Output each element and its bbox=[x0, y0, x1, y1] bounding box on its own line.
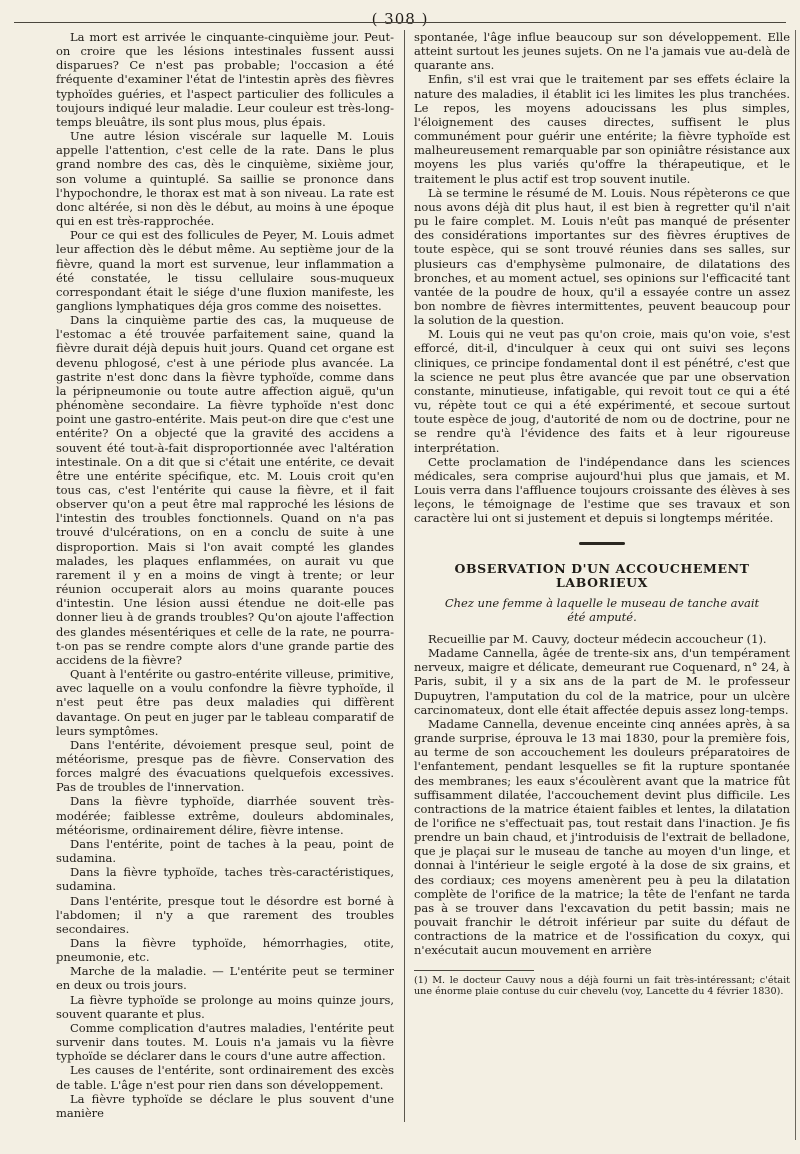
left-column bbox=[56, 30, 394, 1120]
paragraph: Dans l'entérite, point de taches à la peau, point de sudamina. bbox=[56, 836, 394, 866]
paragraph: Dans la fièvre typhoïde, taches très-caractéristiques, sudamina. bbox=[56, 865, 394, 894]
section-subtitle: Chez une femme à laquelle le museau de tanche avait été amputé. bbox=[444, 595, 760, 624]
paragraph: Cette proclamation de l'indépendance dans les sciences médicales, sera comprise aujourd'hui plus que jamais, et M. Louis verra dans l'affluence toujours croissante des élèves à ses leçons, le témoignage de l'estime que ses travaux et son caractère lui ont si justement et depuis si longtemps méritée. bbox=[414, 454, 790, 526]
paragraph: Dans la cinquième partie des cas, la muqueuse de l'estomac a été trouvée parfaitement saine, quand la fièvre durait déjà depuis huit jours. Quand cet organe est devenu phlogosé, c'est à une période plus avancée. La gastrite n'est donc dans la fièvre typhoïde, comme dans la péripneumonie ou toute autre affection aiguë, qu'un phénomène secondaire. La fièvre typhoïde n'est donc point une gastro-entérite. Mais peut-on dire que c'est une entérite? On a objecté que la gravité des accidens a souvent été tout-à-fait disproportionnée avec l'altération intestinale. On a dit que si c'était une entérite, ce devait être une entérite spécifique, etc. M. Louis croit qu'en tous cas, c'est l'entérite qui cause la fièvre, et il fait observer qu'on a peut être mal rapproché les lésions de l'intestin des troubles fonctionnels. Quand on n'a pas trouvé d'ulcérations, on en a conclu de suite à une disproportion. Mais si l'on avait compté les glandes malades, les plaques enflammées, on aurait vu que rarement il y en a moins de vingt à trente; or leur réunion occuperait alors au moins quarante pouces d'intestin. Une lésion aussi étendue ne doit-elle pas donner lieu à de grands troubles? Qu'on ajoute l'affection des glandes mésentériques et celle de la rate, ne pourra-t-on pas se rendre compte alors d'une grande partie des accidens de la fièvre? bbox=[56, 313, 394, 667]
paragraph: Madame Cannella, devenue enceinte cinq années après, à sa grande surprise, éprouva le 13 mai 1830, pour la première fois, au terme de son accouchement les douleurs préparatoires de l'enfantement, pendant lesquelles se fit la rupture spontanée des membranes; les eaux s'écoulèrent avant que la matrice fût suffisamment dilatée, l'accouchement devint plus difficile. Les contractions de la matrice étaient faibles et lentes, la dilatation de l'orifice ne s'effectuait pas, tout restait dans l'inaction. Je fis prendre un bain chaud, et j'introduisis de l'extrait de belladone, que je plaçai sur le museau de tanche au moyen d'un linge, et donnai à l'intérieur le seigle ergoté à la dose de six grains, et des cordiaux; ces moyens amenèrent peu à peu la dilatation complète de l'orifice de la matrice; la tête de l'enfant ne tarda pas à se trouver dans l'excavation du petit bassin; mais ne pouvait franchir le détroit inférieur par suite du défaut de contractions de la matrice et de l'ossification du coxyx, qui n'exécutait aucun mouvement en arrière bbox=[414, 716, 790, 958]
paragraph: La mort est arrivée le cinquante-cinquième jour. Peut-on croire que les lésions intestinales fussent aussi disparues? Ce n'est pas probable; l'occasion a été fréquente d'examiner l'état de l'intestin après des fièvres typhoïdes guéries, et l'aspect particulier des follicules a toujours indiqué leur maladie. Leur couleur est très-long-temps bleuâtre, ils sont plus mous, plus épais. bbox=[56, 30, 394, 129]
paragraph: La fièvre typhoïde se prolonge au moins quinze jours, souvent quarante et plus. bbox=[56, 992, 394, 1021]
footnote-rule bbox=[414, 970, 534, 971]
paragraph: spontanée, l'âge influe beaucoup sur son développement. Elle atteint surtout les jeunes sujets. On ne l'a jamais vue au-delà de quarante ans. bbox=[414, 30, 790, 73]
ornament-separator bbox=[414, 535, 790, 549]
page-edge bbox=[795, 30, 796, 1140]
paragraph: Pour ce qui est des follicules de Peyer, M. Louis admet leur affection dès le début même. Au septième jour de la fièvre, quand la mort est survenue, leur inflammation a été constatée, le tissu cellulaire sous-muqueux correspondant était le siége d'une fluxion manifeste, les ganglions lymphatiques déja gros comme des noisettes. bbox=[56, 228, 394, 313]
paragraph: Dans la fièvre typhoïde, hémorrhagies, otite, pneumonie, etc. bbox=[56, 936, 394, 965]
paragraph: Comme complication d'autres maladies, l'entérite peut survenir dans toutes. M. Louis n'a jamais vu la fièvre typhoïde se déclarer dans le cours d'une autre affection. bbox=[56, 1020, 394, 1064]
footnote: (1) M. le docteur Cauvy nous a déjà fourni un fait très-intéressant; c'était une énorme plaie contuse du cuir chevelu (voy, Lancette du 4 février 1830). bbox=[414, 974, 790, 998]
paragraph: Marche de la maladie. — L'entérite peut se terminer en deux ou trois jours. bbox=[56, 964, 394, 993]
paragraph: Recueillie par M. Cauvy, docteur médecin accoucheur (1). bbox=[428, 631, 767, 646]
page-number: ( 308 ) bbox=[0, 10, 800, 28]
paragraph: Enfin, s'il est vrai que le traitement par ses effets éclaire la nature des maladies, il établit ici les limites les plus tranchées. Le repos, les moyens adoucissans les plus simples, l'éloignement des causes directes, suffisent le plus communément pour guérir une entérite; la fièvre typhoïde est malheureusement remarquable par son opiniâtre résistance aux moyens les plus variés qu'offre la thérapeutique, et le traitement le plus actif est trop souvent inutile. bbox=[414, 72, 790, 186]
paragraph: Dans l'entérite, presque tout le désordre est borné à l'abdomen; il n'y a que rarement des troubles secondaires. bbox=[56, 893, 394, 936]
paragraph: Une autre lésion viscérale sur laquelle M. Louis appelle l'attention, c'est celle de la rate. Dans le plus grand nombre des cas, dès le cinquième, sixième jour, son volume a quintuplé. Sa saillie se prononce dans l'hypochondre, le thorax est mat à son niveau. La rate est donc altérée, si non dès le début, au moins à une époque qui en est très-rapprochée. bbox=[56, 129, 394, 229]
paragraph: Les causes de l'entérite, sont ordinairement des excès de table. L'âge n'est pour rien dans son développement. bbox=[56, 1063, 394, 1092]
right-column bbox=[414, 30, 790, 998]
paragraph: Là se termine le résumé de M. Louis. Nous répèterons ce que nous avons déjà dit plus haut, il est bien à regretter qu'il n'ait pu le faire complet. M. Louis n'eût pas manqué de présenter des considérations importantes sur des fièvres éruptives de toute espèce, qui se sont trouvé réunies dans ses salles, sur plusieurs cas d'emphysème pulmonaire, de dilatations des bronches, et au moment actuel, ses opinions sur l'efficacité tant vantée de la poudre de houx, qu'il a essayée contre un assez bon nombre de fièvres intermittentes, peuvent beaucoup pour la solution de la question. bbox=[414, 185, 790, 328]
paragraph: Madame Cannella, âgée de trente-six ans, d'un tempérament nerveux, maigre et délicate, demeurant rue Coquenard, n° 24, à Paris, subit, il y a six ans de la part de M. le professeur Dupuytren, l'amputation du col de la matrice, pour un ulcère carcinomateux, dont elle était affectée depuis assez long-temps. bbox=[414, 646, 790, 717]
paragraph: M. Louis qui ne veut pas qu'on croie, mais qu'on voie, s'est efforcé, dit-il, d'inculquer à ceux qui ont suivi ses leçons cliniques, ce principe fondamental dont il est pénétré, c'est que la science ne peut plus être avancée que par une observation constante, minutieuse, infatigable, qui revoit tout ce qui a été vu, répète tout ce qui a été expérimenté, et secoue surtout toute espèce de joug, d'autorité de nom ou de doctrine, pour ne se rendre qu'à l'évidence des faits et à leur rigoureuse interprétation. bbox=[414, 327, 790, 455]
paragraph: La fièvre typhoïde se déclare le plus souvent d'une manière bbox=[56, 1091, 394, 1120]
paragraph: Dans la fièvre typhoïde, diarrhée souvent très-modérée; faiblesse extrême, douleurs abdominales, météorisme, ordinairement délire, fièvre intense. bbox=[56, 794, 394, 837]
paragraph: Quant à l'entérite ou gastro-entérite villeuse, primitive, avec laquelle on a voulu confondre la fièvre typhoïde, il n'est peut être pas deux maladies qui diffèrent davantage. On peut en juger par le tableau comparatif de leurs symptômes. bbox=[56, 667, 394, 738]
column-divider bbox=[404, 30, 405, 1122]
header-rule bbox=[14, 22, 786, 23]
section-title: OBSERVATION D'UN ACCOUCHEMENT LABORIEUX bbox=[454, 560, 750, 590]
paragraph: Dans l'entérite, dévoiement presque seul, point de météorisme, presque pas de fièvre. Conservation des forces malgré des évacuations quelquefois excessives. Pas de troubles de l'innervation. bbox=[56, 737, 394, 795]
